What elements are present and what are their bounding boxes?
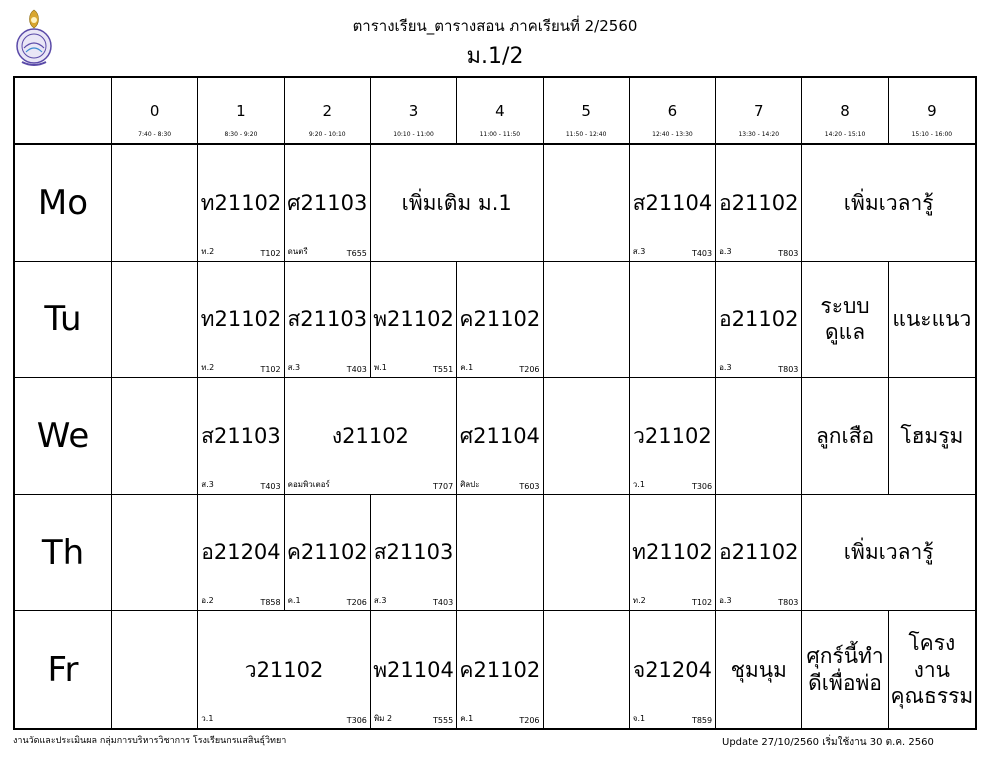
teacher-group: คอมพิวเตอร์ xyxy=(287,479,330,489)
empty-slot xyxy=(457,495,543,612)
period-time: 11:00 - 11:50 xyxy=(479,131,521,138)
period-number: 2 xyxy=(322,102,333,120)
room-code: T206 xyxy=(346,598,367,608)
day-label-tu xyxy=(15,262,112,379)
subject-code: อ21102 xyxy=(719,307,799,332)
room-code: T555 xyxy=(433,715,454,725)
subject-code: แนะแนว xyxy=(892,307,972,332)
empty-slot xyxy=(112,611,198,728)
teacher-group: อ.3 xyxy=(719,596,732,606)
subject-code: ท21102 xyxy=(200,190,282,215)
timetable-slot xyxy=(716,611,802,728)
teacher-group: ส.3 xyxy=(201,479,214,489)
timetable-slot xyxy=(285,378,458,495)
empty-slot xyxy=(544,611,630,728)
subject-code: อ21102 xyxy=(719,540,799,565)
teacher-group: อ.2 xyxy=(201,596,214,606)
timetable-slot xyxy=(630,611,716,728)
period-number: 4 xyxy=(495,102,505,120)
day-label-text: Th xyxy=(41,532,85,573)
subject-code: ศุกร์นี้ทำดีเพื่อพ่อ xyxy=(806,644,884,695)
period-header xyxy=(889,78,975,145)
footer-department: งานวัดและประเมินผล กลุ่มการบริหารวิชาการ โรงเรียนกรแสสินธุ์วิทยา xyxy=(13,736,287,746)
day-label-text: Fr xyxy=(47,649,79,690)
page-title: ตารางเรียน_ตารางสอน ภาคเรียนที่ 2/2560 xyxy=(352,17,638,35)
period-number: 3 xyxy=(408,102,419,120)
day-label-we xyxy=(15,378,112,495)
timetable-slot xyxy=(198,495,284,612)
timetable-slot xyxy=(198,262,284,379)
subject-code: เพิ่มเวลารู้ xyxy=(843,540,934,565)
day-label-text: Tu xyxy=(44,299,82,340)
period-header xyxy=(802,78,888,145)
timetable-slot xyxy=(630,378,716,495)
teacher-group: ว.1 xyxy=(201,713,214,723)
empty-slot xyxy=(112,145,198,262)
teacher-group: พิม 2 xyxy=(373,713,393,723)
room-code: T803 xyxy=(778,365,799,375)
teacher-group: ค.1 xyxy=(460,713,474,723)
subject-code: ว21102 xyxy=(244,657,324,682)
room-code: T803 xyxy=(778,248,799,258)
subject-code: พ21104 xyxy=(373,657,454,682)
room-code: T306 xyxy=(346,715,367,725)
period-time: 10:10 - 11:00 xyxy=(393,131,434,138)
teacher-group: ท.2 xyxy=(201,363,215,373)
teacher-group: พ.1 xyxy=(373,363,387,373)
timetable-slot xyxy=(285,145,371,262)
room-code: T102 xyxy=(260,248,281,258)
room-code: T551 xyxy=(433,365,454,375)
teacher-group: ค.1 xyxy=(287,596,301,606)
subject-code: ค21102 xyxy=(286,540,368,565)
period-time: 9:20 - 10:10 xyxy=(308,131,346,138)
day-label-fr xyxy=(15,611,112,728)
timetable-slot xyxy=(285,495,371,612)
subject-code: เพิ่มเวลารู้ xyxy=(843,190,934,215)
empty-slot xyxy=(544,262,630,379)
room-code: T858 xyxy=(260,598,281,608)
room-code: T707 xyxy=(433,481,454,491)
room-code: T403 xyxy=(260,481,281,491)
room-code: T655 xyxy=(346,248,367,258)
subject-code: พ21102 xyxy=(373,307,454,332)
period-header xyxy=(112,78,198,145)
teacher-group: อ.3 xyxy=(719,246,732,256)
subject-code: ค21102 xyxy=(459,657,541,682)
teacher-group: ดนตรี xyxy=(287,246,308,256)
subject-code: ง21102 xyxy=(331,423,409,448)
room-code: T206 xyxy=(519,365,540,375)
timetable-slot xyxy=(716,145,802,262)
subject-code: ส21103 xyxy=(201,423,281,448)
teacher-group: ศิลปะ xyxy=(460,479,480,489)
subject-code: ลูกเสือ xyxy=(815,423,875,448)
subject-code: ส21104 xyxy=(632,190,713,215)
empty-slot xyxy=(716,378,802,495)
subject-code: จ21204 xyxy=(632,657,712,682)
subject-code: อ21204 xyxy=(201,540,281,565)
empty-slot xyxy=(544,378,630,495)
room-code: T102 xyxy=(691,598,713,608)
empty-slot xyxy=(544,145,630,262)
subject-code: ค21102 xyxy=(459,307,541,332)
period-header xyxy=(285,78,371,145)
subject-code: ท21102 xyxy=(200,307,282,332)
period-header xyxy=(544,78,630,145)
timetable-slot xyxy=(198,145,284,262)
timetable-slot xyxy=(198,378,284,495)
timetable-grid xyxy=(13,76,977,730)
day-label-th xyxy=(15,495,112,612)
period-number: 8 xyxy=(840,102,850,120)
timetable-slot xyxy=(802,262,888,379)
period-header xyxy=(630,78,716,145)
subject-code: ส21103 xyxy=(287,307,368,332)
teacher-group: จ.1 xyxy=(632,713,646,723)
subject-code: โครงงานคุณธรรม xyxy=(890,631,974,708)
period-number: 9 xyxy=(927,102,937,120)
period-number: 0 xyxy=(149,102,160,120)
day-label-text: We xyxy=(36,415,90,456)
timetable-slot xyxy=(630,495,716,612)
period-time: 7:40 - 8:30 xyxy=(138,131,172,138)
teacher-group: ส.3 xyxy=(632,246,646,256)
footer-update-info: Update 27/10/2560 เริ่มใช้งาน 30 ต.ค. 2560 xyxy=(722,737,934,748)
empty-slot xyxy=(544,495,630,612)
day-label-text: Mo xyxy=(37,182,89,223)
room-code: T206 xyxy=(519,715,540,725)
period-header xyxy=(457,78,543,145)
timetable-slot xyxy=(371,145,544,262)
period-header xyxy=(716,78,802,145)
teacher-group: ท.2 xyxy=(201,246,215,256)
room-code: T603 xyxy=(519,481,540,491)
empty-slot xyxy=(630,262,716,379)
subject-code: ระบบดูแล xyxy=(820,294,870,345)
timetable-slot xyxy=(285,262,371,379)
room-code: T306 xyxy=(691,481,713,491)
empty-slot xyxy=(112,262,198,379)
period-time: 11:50 - 12:40 xyxy=(565,131,607,138)
subject-code: ส21103 xyxy=(373,540,454,565)
subject-code: เพิ่มเติม ม.1 xyxy=(401,190,512,215)
header-corner xyxy=(15,78,112,145)
timetable-slot xyxy=(457,378,543,495)
period-number: 7 xyxy=(753,102,764,120)
timetable-slot xyxy=(371,495,457,612)
day-label-mo xyxy=(15,145,112,262)
timetable-slot xyxy=(457,262,543,379)
period-time: 13:30 - 14:20 xyxy=(738,131,780,138)
period-number: 1 xyxy=(236,102,246,120)
period-number: 6 xyxy=(667,102,678,120)
teacher-group: ส.3 xyxy=(287,363,301,373)
period-time: 14:20 - 15:10 xyxy=(824,131,866,138)
empty-slot xyxy=(112,378,198,495)
subject-code: อ21102 xyxy=(719,190,799,215)
teacher-group: ว.1 xyxy=(632,479,645,489)
subject-code: ชุมนุม xyxy=(730,657,787,682)
subject-code: ท21102 xyxy=(632,540,713,565)
period-number: 5 xyxy=(581,102,591,120)
period-time: 8:30 - 9:20 xyxy=(224,131,258,138)
timetable-slot xyxy=(802,145,975,262)
room-code: T803 xyxy=(778,598,799,608)
empty-slot xyxy=(112,495,198,612)
timetable-slot xyxy=(630,145,716,262)
room-code: T403 xyxy=(346,365,367,375)
timetable-slot xyxy=(457,611,543,728)
subject-code: โฮมรูม xyxy=(900,423,964,448)
timetable-slot xyxy=(802,611,888,728)
timetable-slot xyxy=(371,611,457,728)
teacher-group: ท.2 xyxy=(632,596,646,606)
timetable-slot xyxy=(371,262,457,379)
teacher-group: ส.3 xyxy=(373,596,387,606)
timetable-slot xyxy=(716,495,802,612)
teacher-group: อ.3 xyxy=(719,363,732,373)
room-code: T859 xyxy=(691,715,713,725)
timetable-slot xyxy=(198,611,371,728)
subject-code: ศ21104 xyxy=(459,423,540,448)
period-header xyxy=(371,78,457,145)
timetable-slot xyxy=(802,495,975,612)
timetable-slot xyxy=(889,611,975,728)
class-name: ม.1/2 xyxy=(466,44,524,69)
period-time: 15:10 - 16:00 xyxy=(911,131,953,138)
room-code: T102 xyxy=(260,365,281,375)
period-header xyxy=(198,78,284,145)
period-time: 12:40 - 13:30 xyxy=(652,131,693,138)
room-code: T403 xyxy=(691,248,713,258)
subject-code: ศ21103 xyxy=(287,190,368,215)
subject-code: ว21102 xyxy=(633,423,712,448)
room-code: T403 xyxy=(433,598,454,608)
teacher-group: ค.1 xyxy=(460,363,474,373)
timetable-slot xyxy=(802,378,888,495)
timetable-slot xyxy=(889,262,975,379)
timetable-slot xyxy=(889,378,975,495)
timetable-slot xyxy=(716,262,802,379)
